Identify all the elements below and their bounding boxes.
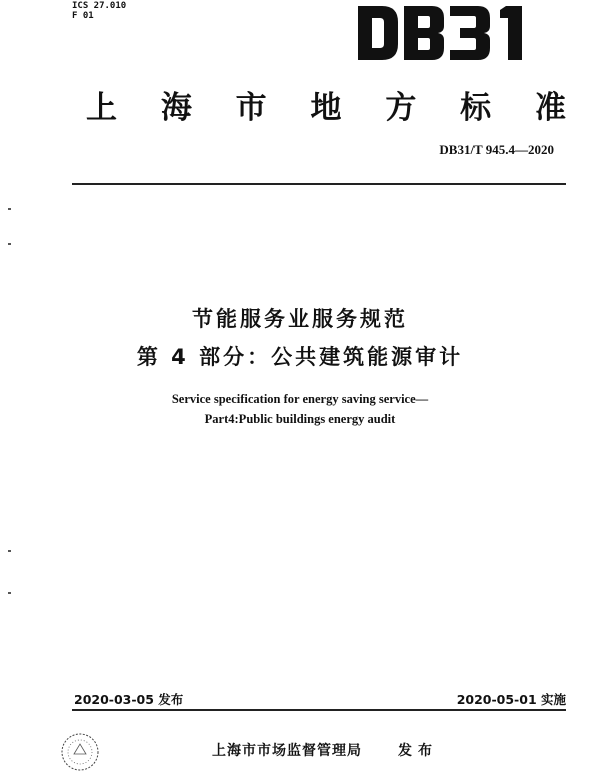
classification-block [72, 1, 126, 21]
chinese-title-line1: 节能服务业服务规范 [192, 307, 408, 331]
standard-type-heading [86, 82, 566, 127]
classification-code: F 01 [72, 11, 94, 21]
margin-mark [8, 550, 11, 552]
db31-logo [356, 4, 538, 62]
official-seal-icon [58, 730, 102, 772]
standard-type-char: 标 [460, 90, 492, 126]
english-title-line2: Part4:Public buildings energy audit [204, 412, 396, 426]
standard-type-char: 市 [235, 90, 267, 126]
ics-code: ICS 27.010 [72, 1, 127, 11]
implementation-date: 2020-05-01 实施 [456, 692, 566, 707]
english-title-line1: Service specification for energy saving service— [171, 392, 429, 406]
header-divider [72, 183, 566, 185]
standard-type-char: 准 [534, 90, 566, 126]
publisher-name: 上海市市场监督管理局 [212, 743, 362, 759]
publish-label: 发布 [398, 743, 438, 759]
margin-mark [8, 243, 11, 245]
footer-divider [72, 709, 566, 711]
standard-type-char: 海 [160, 90, 192, 126]
margin-mark [8, 208, 11, 210]
standard-type-char: 方 [385, 90, 417, 126]
standard-number: DB31/T 945.4—2020 [439, 142, 554, 157]
issue-date: 2020-03-05 发布 [74, 692, 184, 707]
margin-mark [8, 592, 11, 594]
standard-type-char: 上 [86, 90, 117, 126]
chinese-title-line2: 第 4 部分：公共建筑能源审计 [136, 345, 464, 369]
standard-type-char: 地 [310, 90, 342, 126]
